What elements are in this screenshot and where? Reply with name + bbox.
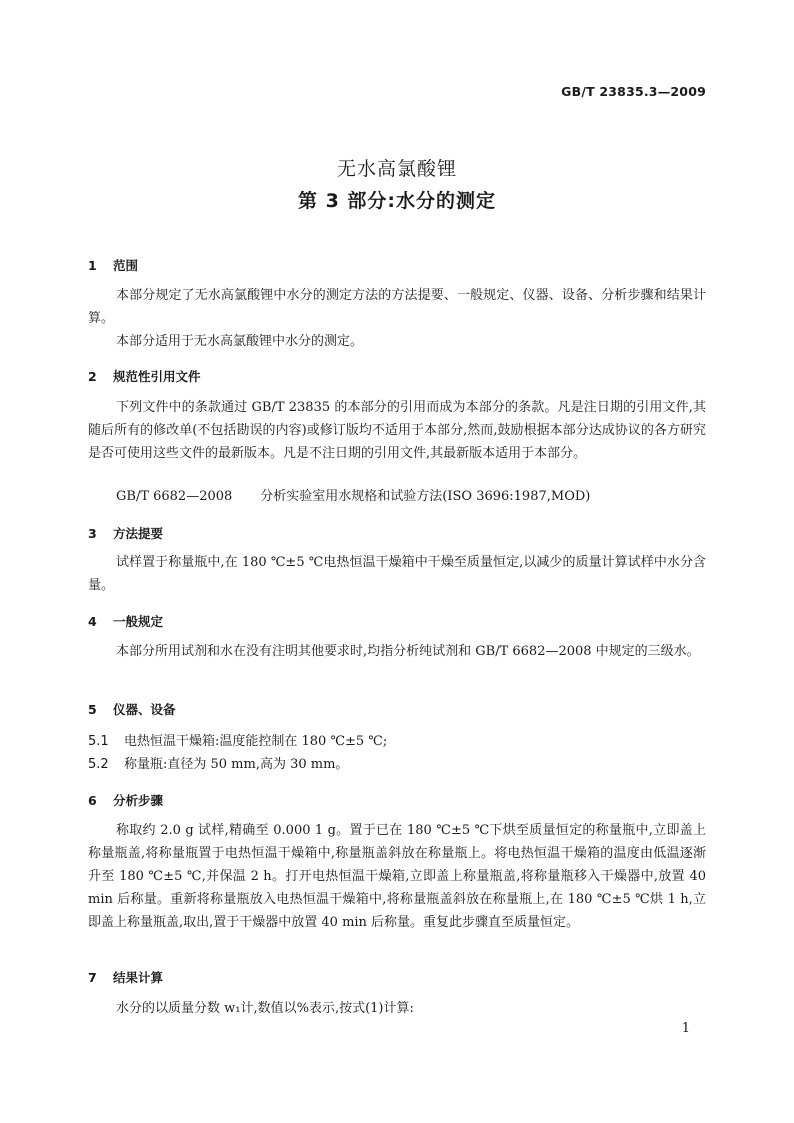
section-number: 7 — [88, 970, 97, 985]
section-number: 2 — [88, 369, 97, 384]
subclause-text: 称量瓶:直径为 50 mm,高为 30 mm。 — [124, 757, 349, 772]
section-number: 6 — [88, 793, 97, 808]
section-title: 分析步骤 — [113, 793, 164, 808]
section-heading-6 — [88, 791, 163, 809]
section-number: 1 — [88, 258, 97, 273]
section-heading-5 — [88, 700, 176, 718]
document-subtitle: 第 3 部分:水分的测定 — [297, 190, 497, 212]
paragraph: 试样置于称量瓶中,在 180 ℃±5 ℃电热恒温干燥箱中干燥至质量恒定,以减少的质量计算试样中水分含量。 — [88, 555, 706, 593]
subclause-text: 电热恒温干燥箱:温度能控制在 180 ℃±5 ℃; — [124, 734, 388, 749]
section-number: 4 — [88, 614, 97, 629]
paragraph: 本部分适用于无水高氯酸锂中水分的测定。 — [116, 334, 364, 349]
subclause-5-1 — [88, 730, 387, 753]
subclause-5-2 — [88, 753, 348, 776]
standard-number: GB/T 23835.3—2009 — [561, 84, 706, 99]
section-heading-7 — [88, 968, 163, 986]
section-title: 仪器、设备 — [113, 702, 176, 717]
document-title: 无水高氯酸锂 — [336, 158, 457, 180]
section-heading-2 — [88, 367, 201, 385]
reference-code: GB/T 6682—2008 — [116, 489, 233, 504]
section-heading-3 — [88, 524, 163, 542]
normative-reference — [116, 485, 590, 508]
reference-title: 分析实验室用水规格和试验方法(ISO 3696:1987,MOD) — [260, 489, 591, 504]
subclause-number: 5.2 — [88, 757, 109, 772]
section-title: 规范性引用文件 — [113, 369, 201, 384]
section-heading-1 — [88, 256, 138, 274]
section-title: 结果计算 — [113, 970, 164, 985]
paragraph: 水分的以质量分数 w₁计,数值以%表示,按式(1)计算: — [116, 1001, 414, 1016]
paragraph: 本部分所用试剂和水在没有注明其他要求时,均指分析纯试剂和 GB/T 6682—2008 中规定的三级水。 — [116, 644, 700, 659]
paragraph: 本部分规定了无水高氯酸锂中水分的测定方法的方法提要、一般规定、仪器、设备、分析步骤和结果计算。 — [88, 288, 706, 326]
section-number: 3 — [88, 526, 97, 541]
section-number: 5 — [88, 702, 97, 717]
section-title: 范围 — [113, 258, 139, 273]
section-heading-4 — [88, 612, 163, 630]
section-title: 一般规定 — [113, 614, 164, 629]
subclause-number: 5.1 — [88, 734, 109, 749]
page-number: 1 — [681, 1021, 690, 1036]
section-title: 方法提要 — [113, 526, 164, 541]
paragraph: 称取约 2.0 g 试样,精确至 0.000 1 g。置于已在 180 ℃±5 ℃下烘至质量恒定的称量瓶中,立即盖上称量瓶盖,将称量瓶置于电热恒温干燥箱中,称量瓶盖斜放在称量瓶上。将电热恒温干燥箱的温度由低温逐渐升至 180 ℃±5 ℃,并保温 2 h。打开电热恒温干燥箱,立即盖上称量瓶盖,将称量瓶移入干燥器中,放置 40 min 后称量。重新将称量瓶放入电热恒温干燥箱中,将称量瓶盖斜放在称量瓶上,在 180 ℃±5 ℃烘 1 h,立即盖上称量瓶盖,取出,置于干燥器中放置 40 min 后称量。重复此步骤直至质量恒定。 — [88, 823, 706, 930]
paragraph: 下列文件中的条款通过 GB/T 23835 的本部分的引用而成为本部分的条款。凡是注日期的引用文件,其随后所有的修改单(不包括勘误的内容)或修订版均不适用于本部分,然而,鼓励根据本部分达成协议的各方研究是否可使用这些文件的最新版本。凡是不注日期的引用文件,其最新版本适用于本部分。 — [88, 400, 706, 461]
